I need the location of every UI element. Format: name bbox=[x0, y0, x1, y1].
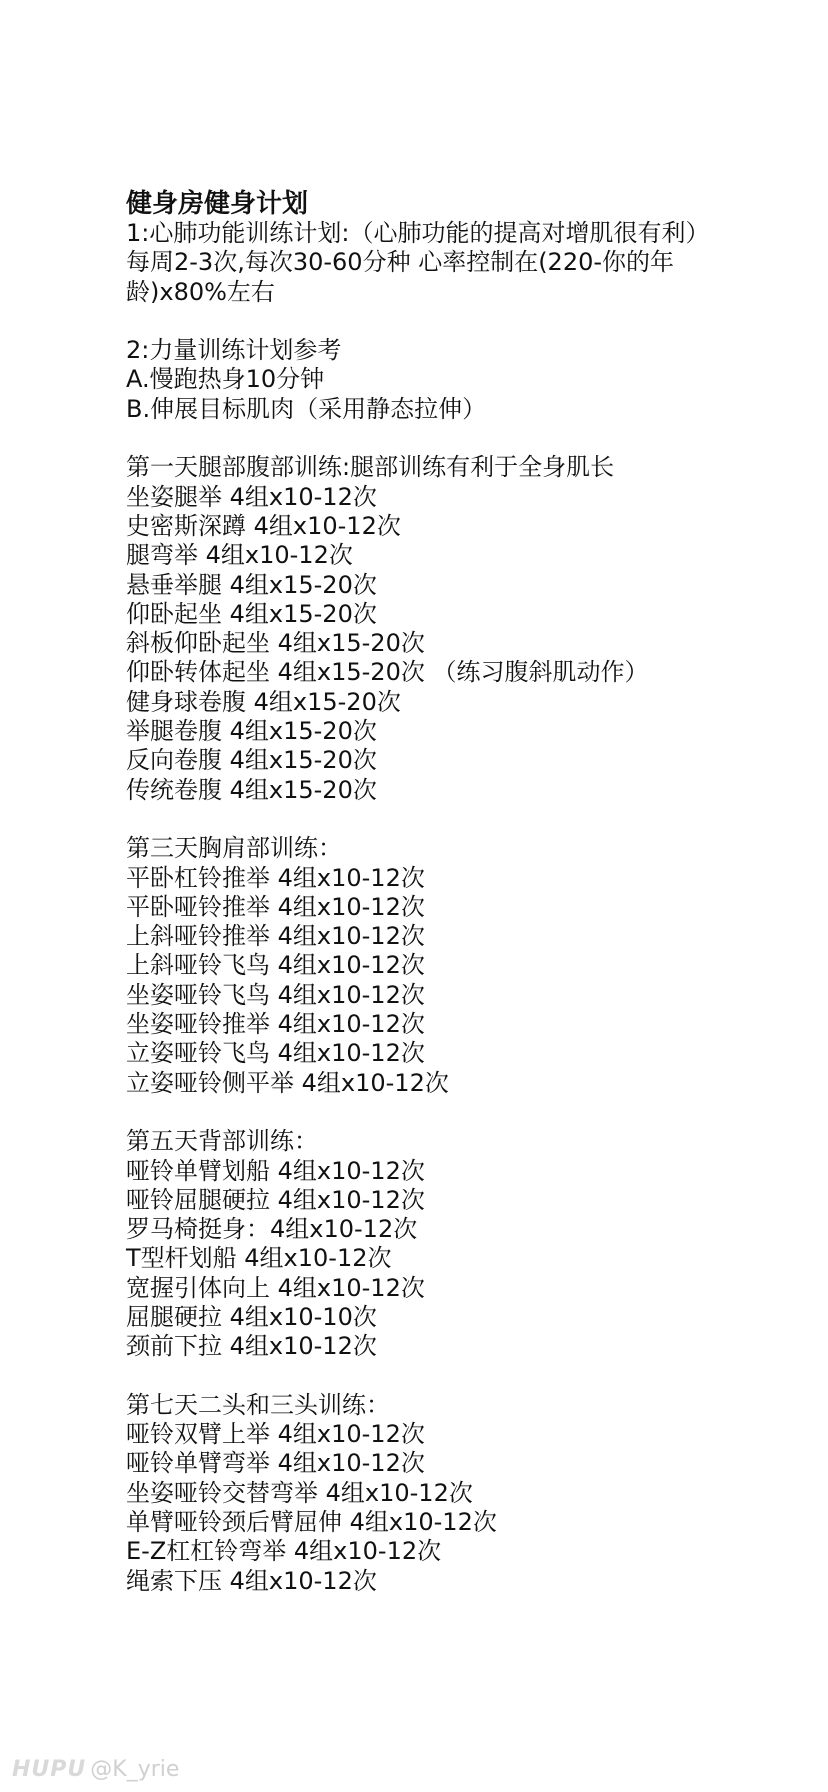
day1-item: 坐姿腿举 4组x10-12次 bbox=[126, 482, 377, 511]
day7-item: 单臂哑铃颈后臂屈伸 4组x10-12次 bbox=[126, 1508, 497, 1537]
watermark-logo: HUPU bbox=[12, 1756, 87, 1782]
document-body bbox=[126, 189, 726, 1596]
day5-item: 哑铃单臂划船 4组x10-12次 bbox=[126, 1156, 425, 1185]
day7-item: 坐姿哑铃交替弯举 4组x10-12次 bbox=[126, 1478, 473, 1507]
day1-item: 举腿卷腹 4组x15-20次 bbox=[126, 717, 377, 746]
day1-item: 健身球卷腹 4组x15-20次 bbox=[126, 687, 401, 716]
day3-item: 平卧哑铃推举 4组x10-12次 bbox=[126, 892, 425, 921]
strength-item: A.慢跑热身10分钟 bbox=[126, 365, 325, 394]
day5-item: 屈腿硬拉 4组x10-10次 bbox=[126, 1302, 377, 1331]
spacer bbox=[126, 307, 726, 336]
day5-item: 罗马椅挺身：4组x10-12次 bbox=[126, 1215, 418, 1244]
day1-item: 反向卷腹 4组x15-20次 bbox=[126, 746, 377, 775]
day1-item: 传统卷腹 4组x15-20次 bbox=[126, 775, 377, 804]
day3-item: 坐姿哑铃推举 4组x10-12次 bbox=[126, 1010, 425, 1039]
spacer bbox=[126, 424, 726, 453]
day3-item: 上斜哑铃飞鸟 4组x10-12次 bbox=[126, 951, 425, 980]
day3-heading: 第三天胸肩部训练： bbox=[126, 834, 342, 863]
day3-item: 坐姿哑铃飞鸟 4组x10-12次 bbox=[126, 980, 425, 1009]
intro-line-2: 每周2-3次,每次30-60分种 心率控制在(220-你的年龄)x80%左右 bbox=[126, 248, 675, 306]
strength-heading: 2:力量训练计划参考 bbox=[126, 336, 342, 365]
day1-item: 悬垂举腿 4组x15-20次 bbox=[126, 570, 377, 599]
day5-item: 哑铃屈腿硬拉 4组x10-12次 bbox=[126, 1185, 425, 1214]
day5-item: T型杆划船 4组x10-12次 bbox=[126, 1244, 392, 1273]
day1-item: 仰卧转体起坐 4组x15-20次 （练习腹斜肌动作） bbox=[126, 658, 649, 687]
document-title: 健身房健身计划 bbox=[126, 189, 309, 219]
watermark-user: @K_yrie bbox=[90, 1756, 180, 1782]
day3-item: 立姿哑铃侧平举 4组x10-12次 bbox=[126, 1068, 449, 1097]
day7-item: E-Z杠杠铃弯举 4组x10-12次 bbox=[126, 1537, 442, 1566]
day7-item: 哑铃双臂上举 4组x10-12次 bbox=[126, 1420, 425, 1449]
day3-item: 平卧杠铃推举 4组x10-12次 bbox=[126, 863, 425, 892]
spacer bbox=[126, 1098, 726, 1127]
day1-heading: 第一天腿部腹部训练:腿部训练有利于全身肌长 bbox=[126, 453, 615, 482]
spacer bbox=[126, 1362, 726, 1391]
day3-item: 上斜哑铃推举 4组x10-12次 bbox=[126, 922, 425, 951]
day1-item: 史密斯深蹲 4组x10-12次 bbox=[126, 511, 401, 540]
day7-item: 绳索下压 4组x10-12次 bbox=[126, 1566, 377, 1595]
day3-item: 立姿哑铃飞鸟 4组x10-12次 bbox=[126, 1039, 425, 1068]
spacer bbox=[126, 805, 726, 834]
intro-line-1: 1:心肺功能训练计划:（心肺功能的提高对增肌很有利） bbox=[126, 219, 710, 247]
day5-item: 颈前下拉 4组x10-12次 bbox=[126, 1332, 377, 1361]
day5-heading: 第五天背部训练： bbox=[126, 1127, 318, 1156]
day7-heading: 第七天二头和三头训练： bbox=[126, 1390, 390, 1419]
day1-item: 斜板仰卧起坐 4组x15-20次 bbox=[126, 629, 425, 658]
day1-item: 腿弯举 4组x10-12次 bbox=[126, 541, 353, 570]
day5-item: 宽握引体向上 4组x10-12次 bbox=[126, 1273, 425, 1302]
day7-item: 哑铃单臂弯举 4组x10-12次 bbox=[126, 1449, 425, 1478]
strength-item: B.伸展目标肌肉（采用静态拉伸） bbox=[126, 394, 487, 423]
watermark bbox=[12, 1756, 179, 1782]
day1-item: 仰卧起坐 4组x15-20次 bbox=[126, 599, 377, 628]
